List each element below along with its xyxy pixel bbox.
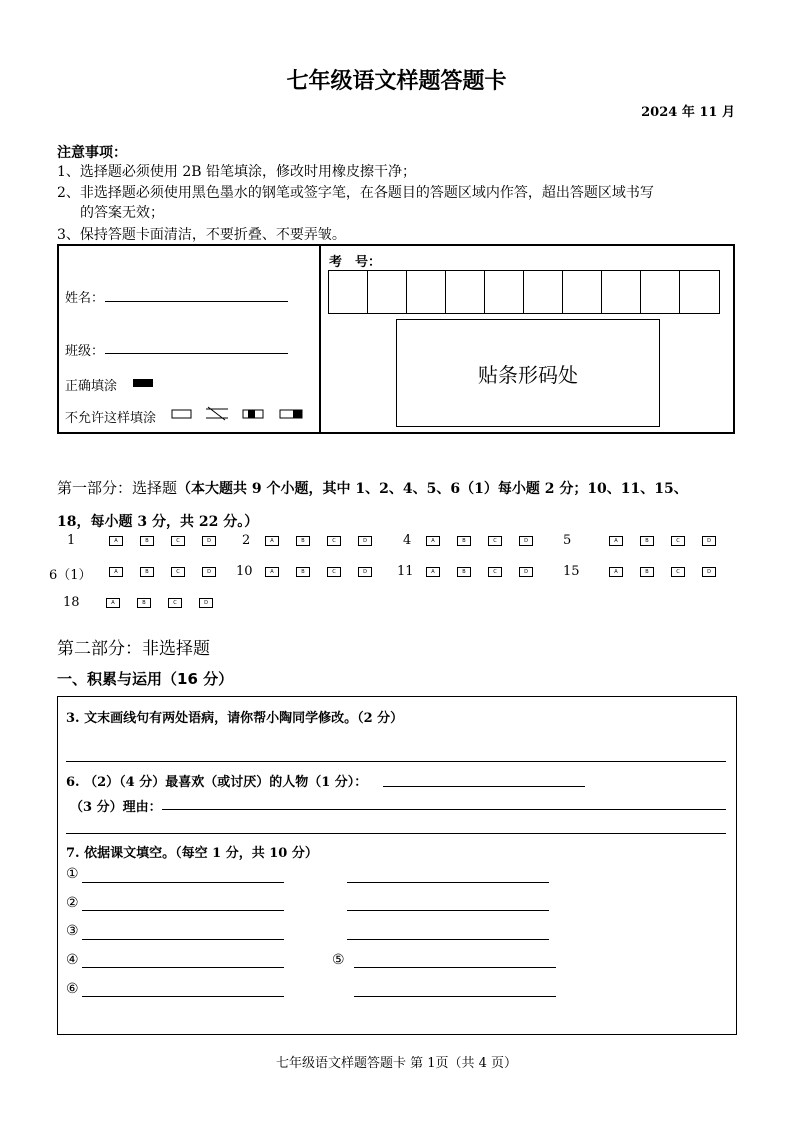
choice-question-number: 18 (63, 595, 80, 610)
choice-option-d[interactable]: D (702, 567, 716, 577)
q3-prompt: 3. 文末画线句有两处语病，请你帮小陶同学修改。（2 分） (66, 711, 404, 726)
choice-option-b[interactable]: B (140, 567, 154, 577)
choice-question-number: 6（1） (49, 568, 92, 583)
exam-date: 2024 年 11 月 (641, 105, 735, 120)
choice-option-d[interactable]: D (702, 536, 716, 546)
blank-marker-2: ② (66, 895, 79, 911)
blank-4-line[interactable] (82, 966, 284, 968)
part2-heading: 第二部分：非选择题 (57, 639, 210, 659)
q7-prompt: 7. 依据课文填空。（每空 1 分，共 10 分） (66, 846, 318, 861)
choice-option-b[interactable]: B (137, 598, 151, 608)
notice-heading: 注意事项： (57, 145, 127, 161)
correct-fill-label: 正确填涂 (65, 379, 118, 394)
notice-item-1: 1、选择题必须使用 2B 铅笔填涂，修改时用橡皮擦干净； (57, 164, 417, 180)
exam-number-cell[interactable] (329, 271, 368, 313)
choice-option-a[interactable]: A (609, 567, 623, 577)
blank-3b-line[interactable] (347, 938, 549, 940)
wrong-fill-samples (170, 406, 310, 422)
choice-option-a[interactable]: A (609, 536, 623, 546)
barcode-area: 贴条形码处 (396, 319, 660, 427)
choice-option-c[interactable]: C (168, 598, 182, 608)
choice-option-d[interactable]: D (358, 536, 372, 546)
part1-desc-1: （本大题共 9 个小题，其中 1、2、4、5、6（1）每小题 2 分；10、11、15、 (177, 481, 688, 497)
choice-question-number: 10 (236, 564, 253, 579)
blank-6b-line[interactable] (354, 995, 556, 997)
blank-3-line[interactable] (82, 938, 284, 940)
blank-1b-line[interactable] (347, 881, 549, 883)
blank-marker-4: ④ (66, 952, 79, 968)
blank-2-line[interactable] (82, 909, 284, 911)
q6-reason-line-1[interactable] (162, 808, 726, 810)
choice-option-a[interactable]: A (109, 536, 123, 546)
name-field[interactable] (105, 300, 288, 302)
choice-option-a[interactable]: A (426, 536, 440, 546)
class-label: 班级： (65, 344, 105, 359)
notice-item-2-cont: 的答案无效； (80, 205, 164, 221)
choice-option-c[interactable]: C (671, 567, 685, 577)
blank-2b-line[interactable] (347, 909, 549, 911)
choice-option-b[interactable]: B (457, 567, 471, 577)
part1-heading (57, 472, 747, 538)
page-footer: 七年级语文样题答题卡 第 1页（共 4 页） (275, 1056, 518, 1071)
choice-option-b[interactable]: B (140, 536, 154, 546)
choice-option-a[interactable]: A (265, 536, 279, 546)
answer-box (57, 696, 737, 1035)
exam-number-cell[interactable] (446, 271, 485, 313)
wrong-fill-label: 不允许这样填涂 (65, 411, 157, 426)
blank-5-line[interactable] (354, 966, 556, 968)
class-field[interactable] (105, 352, 288, 354)
choice-option-b[interactable]: B (296, 536, 310, 546)
blank-marker-3: ③ (66, 923, 79, 939)
q6-reason-line-2[interactable] (66, 832, 726, 834)
choice-option-c[interactable]: C (671, 536, 685, 546)
exam-number-cell[interactable] (368, 271, 407, 313)
choice-option-c[interactable]: C (488, 536, 502, 546)
choice-option-c[interactable]: C (327, 536, 341, 546)
exam-number-cell[interactable] (524, 271, 563, 313)
choice-option-c[interactable]: C (488, 567, 502, 577)
choice-option-d[interactable]: D (199, 598, 213, 608)
blank-6-line[interactable] (82, 995, 284, 997)
blank-1-line[interactable] (82, 881, 284, 883)
choice-option-c[interactable]: C (327, 567, 341, 577)
q3-answer-line[interactable] (66, 760, 726, 762)
part1-title: 第一部分：选择题 (57, 479, 178, 497)
exam-number-label: 考 号： (329, 255, 382, 270)
notice-item-3: 3、保持答题卡面清洁，不要折叠、不要弄皱。 (57, 227, 346, 243)
q6-reason-label: （3 分）理由： (70, 800, 162, 815)
choice-option-d[interactable]: D (519, 567, 533, 577)
blank-marker-5: ⑤ (332, 952, 345, 968)
choice-option-d[interactable]: D (519, 536, 533, 546)
blank-marker-1: ① (66, 866, 79, 882)
frame-divider (319, 244, 321, 434)
page-title: 七年级语文样题答题卡 (286, 69, 507, 94)
exam-number-cell[interactable] (602, 271, 641, 313)
choice-option-d[interactable]: D (202, 567, 216, 577)
choice-option-b[interactable]: B (296, 567, 310, 577)
blank-marker-6: ⑥ (66, 981, 79, 997)
choice-option-a[interactable]: A (426, 567, 440, 577)
choice-option-d[interactable]: D (358, 567, 372, 577)
choice-option-c[interactable]: C (171, 536, 185, 546)
q6-character-field[interactable] (383, 785, 585, 787)
exam-number-grid[interactable] (328, 270, 720, 314)
choice-option-d[interactable]: D (202, 536, 216, 546)
choice-option-a[interactable]: A (106, 598, 120, 608)
exam-number-cell[interactable] (407, 271, 446, 313)
choice-question-number: 2 (242, 533, 251, 548)
q6-prompt: 6. （2）（4 分）最喜欢（或讨厌）的人物（1 分）： (66, 775, 368, 790)
choice-question-number: 4 (403, 533, 412, 548)
choice-option-a[interactable]: A (109, 567, 123, 577)
correct-fill-sample (133, 379, 153, 387)
exam-number-cell[interactable] (680, 271, 719, 313)
name-label: 姓名： (65, 291, 105, 306)
choice-question-number: 15 (563, 564, 580, 579)
exam-number-cell[interactable] (641, 271, 680, 313)
choice-option-b[interactable]: B (640, 536, 654, 546)
choice-option-b[interactable]: B (457, 536, 471, 546)
choice-option-b[interactable]: B (640, 567, 654, 577)
exam-number-cell[interactable] (563, 271, 602, 313)
choice-question-number: 1 (67, 533, 76, 548)
exam-number-cell[interactable] (485, 271, 524, 313)
choice-question-number: 11 (397, 564, 414, 579)
choice-question-number: 5 (563, 533, 572, 548)
choice-option-a[interactable]: A (265, 567, 279, 577)
part1-desc-2: 18，每小题 3 分，共 22 分。） (57, 514, 259, 530)
choice-option-c[interactable]: C (171, 567, 185, 577)
section1-heading: 一、积累与运用（16 分） (57, 670, 234, 688)
notice-item-2: 2、非选择题必须使用黑色墨水的钢笔或签字笔，在各题目的答题区域内作答，超出答题区域书写 (57, 185, 654, 201)
